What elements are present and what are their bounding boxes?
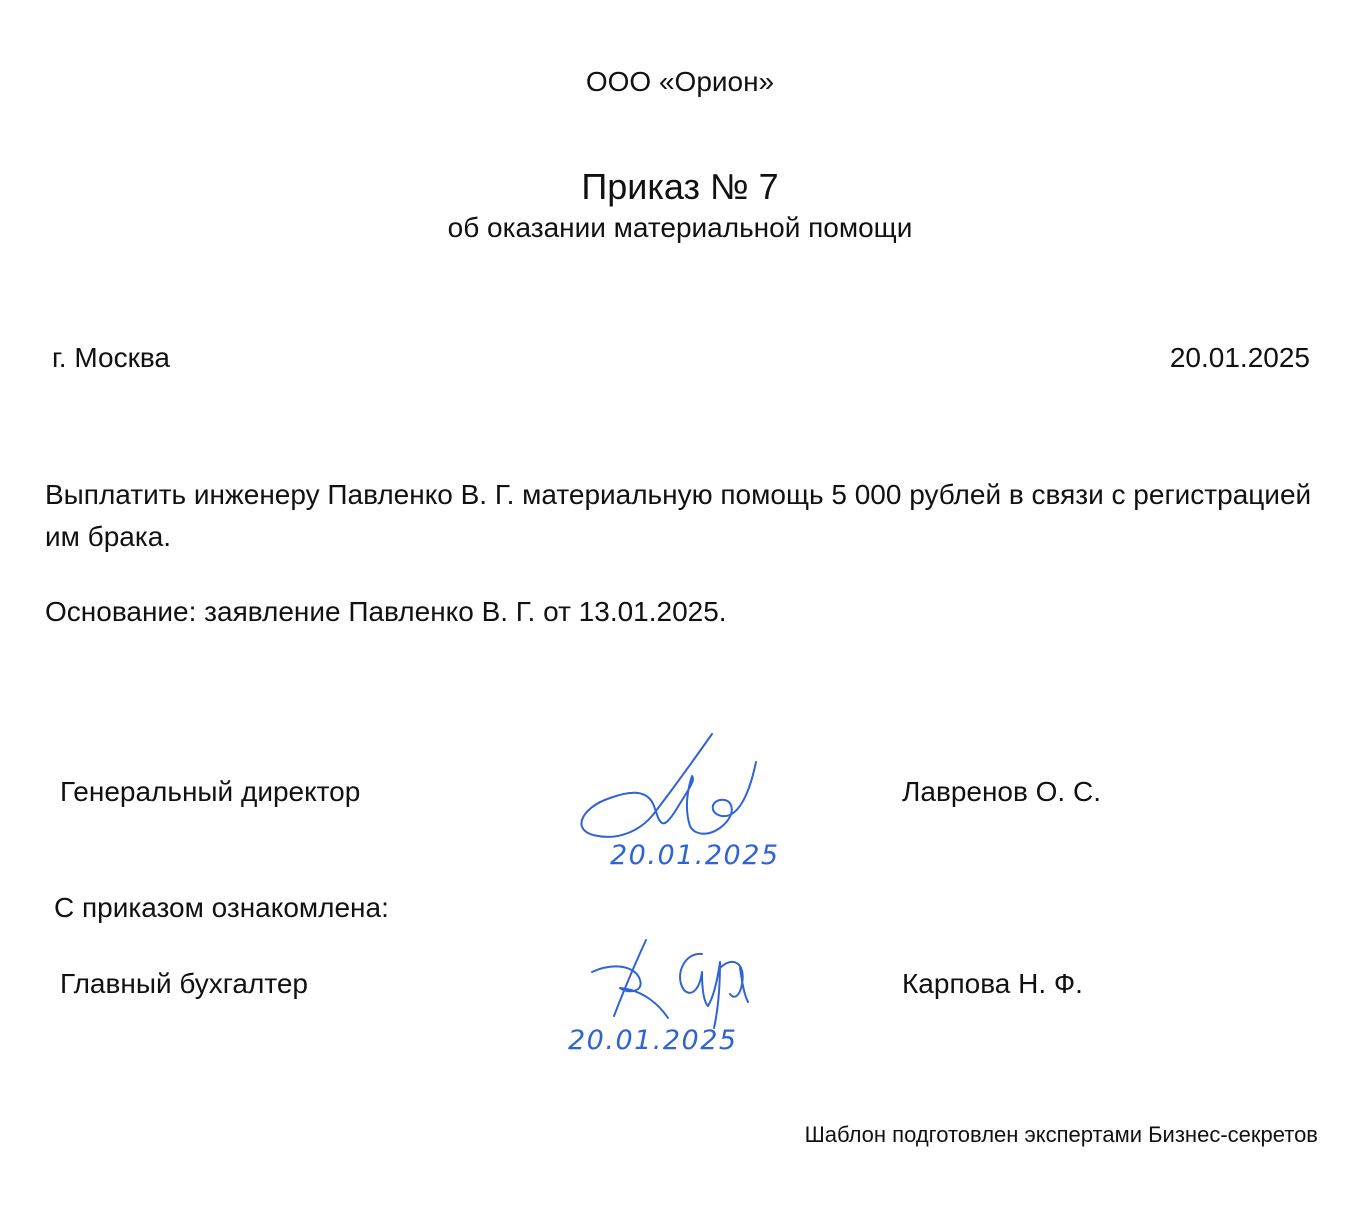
- accountant-signature: [584, 932, 754, 1032]
- accountant-signature-date: 20.01.2025: [568, 1025, 738, 1056]
- order-title: Приказ № 7: [581, 166, 779, 207]
- order-city: г. Москва: [52, 342, 170, 373]
- company-name: ООО «Орион»: [585, 66, 775, 97]
- director-role: Генеральный директор: [60, 776, 361, 807]
- director-name: Лавренов О. С.: [902, 776, 1101, 807]
- acknowledgement-label: С приказом ознакомлена:: [54, 892, 389, 923]
- template-footer-note: Шаблон подготовлен экспертами Бизнес-секретов: [804, 1122, 1318, 1147]
- accountant-role: Главный бухгалтер: [60, 968, 308, 999]
- accountant-name: Карпова Н. Ф.: [902, 968, 1083, 999]
- order-date: 20.01.2025: [1169, 342, 1310, 373]
- order-basis: Основание: заявление Павленко В. Г. от 13.01.2025.: [45, 596, 727, 627]
- director-signature-date: 20.01.2025: [610, 840, 780, 871]
- director-signature: [570, 728, 770, 848]
- order-body: Выплатить инженеру Павленко В. Г. материальную помощь 5 000 рублей в связи с регистрацией им брака.: [45, 479, 1312, 552]
- order-subtitle: об оказании материальной помощи: [447, 212, 913, 243]
